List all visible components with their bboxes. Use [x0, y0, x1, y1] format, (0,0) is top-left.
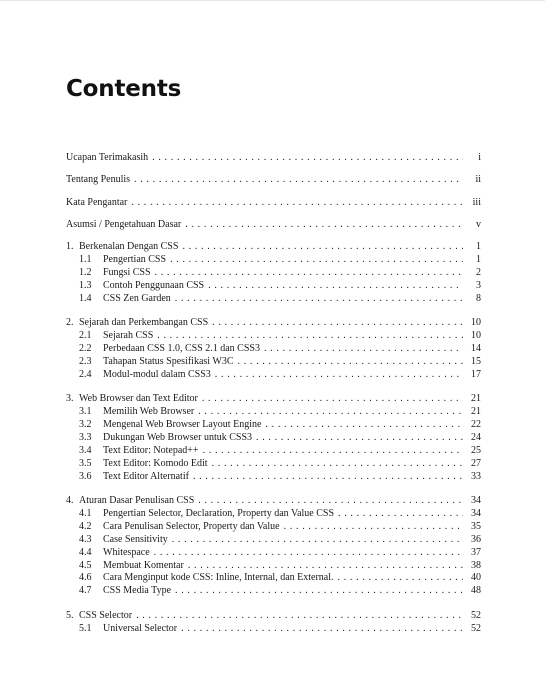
table-of-contents — [66, 152, 481, 636]
toc-section-label: Tahapan Status Spesifikasi W3C — [103, 355, 234, 367]
dot-leader — [238, 356, 464, 369]
toc-section-1-1[interactable] — [66, 254, 481, 267]
toc-chapter-page: 52 — [471, 609, 481, 621]
toc-section-label: Membuat Komentar — [103, 559, 184, 571]
toc-section-page: 10 — [471, 330, 481, 342]
toc-section-1-4[interactable] — [66, 293, 481, 306]
toc-section-page: 36 — [471, 533, 481, 545]
toc-section-2-2[interactable] — [66, 343, 481, 356]
dot-leader — [338, 508, 463, 521]
toc-chapter-page: 10 — [471, 317, 481, 329]
toc-section-page: 21 — [471, 406, 481, 418]
toc-section-5-1[interactable] — [66, 623, 481, 636]
toc-section-2-1[interactable] — [66, 330, 481, 343]
toc-section-label: Contoh Penggunaan CSS — [103, 279, 205, 291]
toc-section-page: 27 — [471, 457, 481, 469]
toc-section-1-3[interactable] — [66, 280, 481, 293]
toc-chapter-number: 2. — [66, 317, 74, 329]
toc-entry-label: Asumsi / Pengetahuan Dasar — [66, 218, 182, 230]
toc-section-label: Pengertian CSS — [103, 254, 167, 266]
dot-leader — [215, 369, 463, 382]
dot-leader — [188, 560, 463, 573]
toc-section-number: 1.4 — [79, 292, 92, 304]
toc-section-page: 34 — [471, 507, 481, 519]
toc-section-3-6[interactable] — [66, 471, 481, 484]
toc-section-page: 35 — [471, 520, 481, 532]
dot-leader — [154, 547, 463, 560]
toc-section-label: Whitespace — [103, 546, 150, 558]
toc-section-number: 4.4 — [79, 546, 92, 558]
toc-chapter-1[interactable] — [66, 241, 481, 254]
toc-section-3-4[interactable] — [66, 445, 481, 458]
toc-section-number: 2.4 — [79, 368, 92, 380]
toc-section-number: 4.3 — [79, 533, 92, 545]
toc-section-page: 22 — [471, 419, 481, 430]
toc-section-3-2[interactable] — [66, 419, 481, 432]
toc-section-page: 3 — [476, 279, 481, 291]
toc-section-page: 17 — [471, 368, 481, 380]
toc-section-3-5[interactable] — [66, 458, 481, 471]
dot-leader — [152, 152, 463, 165]
toc-section-label: Text Editor: Notepad++ — [103, 444, 199, 456]
toc-section-label: Modul-modul dalam CSS3 — [103, 368, 211, 380]
toc-section-label: Text Editor: Komodo Edit — [103, 457, 208, 469]
toc-chapter-number: 3. — [66, 393, 74, 405]
toc-section-page: 33 — [471, 470, 481, 482]
dot-leader — [256, 432, 463, 445]
toc-chapter-5[interactable] — [66, 610, 481, 623]
toc-section-label: Case Sensitivity — [103, 533, 168, 545]
toc-chapter-number: 4. — [66, 495, 74, 507]
toc-chapter-label: Berkenalan Dengan CSS — [79, 241, 179, 253]
toc-section-page: 52 — [471, 622, 481, 634]
toc-chapter-label: Web Browser dan Text Editor — [79, 393, 198, 405]
dot-leader — [172, 534, 463, 547]
dot-leader — [202, 393, 463, 406]
dot-leader — [175, 293, 463, 306]
toc-section-2-4[interactable] — [66, 369, 481, 382]
toc-section-label: Cara Menginput kode CSS: Inline, Internal, dan External. — [103, 572, 334, 584]
toc-section-label: Text Editor Alternatif — [103, 470, 189, 482]
toc-section-number: 2.2 — [79, 342, 92, 354]
toc-entry-ucapan-terimakasih[interactable] — [66, 152, 481, 165]
toc-entry-page: iii — [472, 196, 481, 208]
dot-leader — [338, 572, 463, 585]
dot-leader — [284, 521, 463, 534]
toc-chapter-3[interactable] — [66, 393, 481, 406]
toc-entry-label: Ucapan Terimakasih — [66, 152, 149, 163]
toc-section-3-3[interactable] — [66, 432, 481, 445]
toc-section-4-5[interactable] — [66, 560, 481, 573]
toc-section-number: 3.1 — [79, 406, 92, 418]
toc-section-number: 3.6 — [79, 470, 92, 482]
toc-section-page: 37 — [471, 546, 481, 558]
toc-section-number: 2.3 — [79, 355, 92, 367]
dot-leader — [212, 317, 463, 330]
dot-leader — [131, 197, 463, 210]
toc-section-number: 4.2 — [79, 520, 92, 532]
toc-section-2-3[interactable] — [66, 356, 481, 369]
toc-section-number: 4.1 — [79, 507, 92, 519]
toc-section-number: 4.6 — [79, 572, 92, 584]
toc-section-4-3[interactable] — [66, 534, 481, 547]
toc-chapter-label: Sejarah dan Perkembangan CSS — [79, 317, 209, 329]
toc-entry-tentang-penulis[interactable] — [66, 174, 481, 187]
toc-section-page: 24 — [471, 431, 481, 443]
toc-section-label: Sejarah CSS — [103, 330, 154, 342]
toc-section-page: 8 — [476, 292, 481, 304]
dot-leader — [264, 343, 463, 356]
dot-leader — [198, 495, 463, 508]
toc-section-4-2[interactable] — [66, 521, 481, 534]
toc-section-label: Fungsi CSS — [103, 266, 151, 278]
toc-section-1-2[interactable] — [66, 267, 481, 280]
toc-section-number: 1.1 — [79, 254, 92, 266]
toc-section-label: Universal Selector — [103, 622, 178, 634]
toc-section-4-7[interactable] — [66, 585, 481, 598]
toc-entry-kata-pengantar[interactable] — [66, 197, 481, 210]
dot-leader — [181, 623, 463, 636]
toc-section-label: Pengertian Selector, Declaration, Property dan Value CSS — [103, 507, 335, 519]
toc-section-page: 15 — [471, 355, 481, 367]
dot-leader — [134, 174, 463, 187]
toc-section-page: 14 — [471, 342, 481, 354]
toc-chapter-page: 21 — [471, 393, 481, 405]
toc-entry-page: v — [476, 218, 481, 230]
toc-section-3-1[interactable] — [66, 406, 481, 419]
toc-section-page: 1 — [476, 254, 481, 266]
toc-section-page: 25 — [471, 444, 481, 456]
toc-section-number: 1.2 — [79, 266, 92, 278]
dot-leader — [198, 406, 463, 419]
toc-section-number: 2.1 — [79, 330, 92, 342]
toc-chapter-2[interactable] — [66, 317, 481, 330]
toc-section-label: CSS Zen Garden — [103, 292, 171, 304]
dot-leader — [182, 241, 463, 254]
toc-entry-asumsi[interactable] — [66, 219, 481, 232]
toc-section-4-6[interactable] — [66, 572, 481, 585]
toc-chapter-label: Aturan Dasar Penulisan CSS — [79, 495, 195, 507]
dot-leader — [136, 610, 463, 623]
toc-section-label: Cara Penulisan Selector, Property dan Value — [103, 520, 280, 532]
dot-leader — [175, 585, 463, 598]
toc-section-number: 3.5 — [79, 457, 92, 469]
toc-section-label: Memilih Web Browser — [103, 406, 195, 418]
toc-entry-label: Kata Pengantar — [66, 196, 128, 208]
dot-leader — [157, 330, 463, 343]
toc-chapter-number: 5. — [66, 609, 74, 621]
toc-entry-label: Tentang Penulis — [66, 174, 131, 186]
dot-leader — [203, 445, 463, 458]
toc-section-number: 4.7 — [79, 585, 92, 597]
dot-leader — [185, 219, 463, 232]
toc-entry-page: ii — [475, 174, 481, 186]
dot-leader — [265, 419, 463, 432]
toc-section-page: 40 — [471, 572, 481, 584]
toc-section-number: 5.1 — [79, 622, 92, 634]
toc-section-number: 3.4 — [79, 444, 92, 456]
dot-leader — [155, 267, 463, 280]
toc-chapter-4[interactable] — [66, 495, 481, 508]
toc-chapter-page: 1 — [476, 241, 481, 253]
dot-leader — [170, 254, 463, 267]
toc-section-number: 3.2 — [79, 419, 92, 430]
toc-section-page: 2 — [476, 266, 481, 278]
toc-section-label: Perbedaan CSS 1.0, CSS 2.1 dan CSS3 — [103, 342, 260, 354]
toc-entry-page: i — [478, 152, 481, 163]
dot-leader — [208, 280, 463, 293]
toc-chapter-number: 1. — [66, 241, 74, 253]
toc-chapter-label: CSS Selector — [79, 609, 133, 621]
toc-section-number: 1.3 — [79, 279, 92, 291]
toc-section-page: 48 — [471, 585, 481, 597]
toc-section-page: 38 — [471, 559, 481, 571]
toc-section-4-1[interactable] — [66, 508, 481, 521]
page-title: Contents — [66, 76, 182, 102]
toc-section-label: Dukungan Web Browser untuk CSS3 — [103, 431, 253, 443]
toc-section-number: 3.3 — [79, 431, 92, 443]
toc-section-4-4[interactable] — [66, 547, 481, 560]
toc-section-label: Mengenal Web Browser Layout Engine — [103, 419, 262, 430]
toc-section-number: 4.5 — [79, 559, 92, 571]
toc-section-label: CSS Media Type — [103, 585, 172, 597]
dot-leader — [212, 458, 463, 471]
dot-leader — [193, 471, 463, 484]
toc-chapter-page: 34 — [471, 495, 481, 507]
